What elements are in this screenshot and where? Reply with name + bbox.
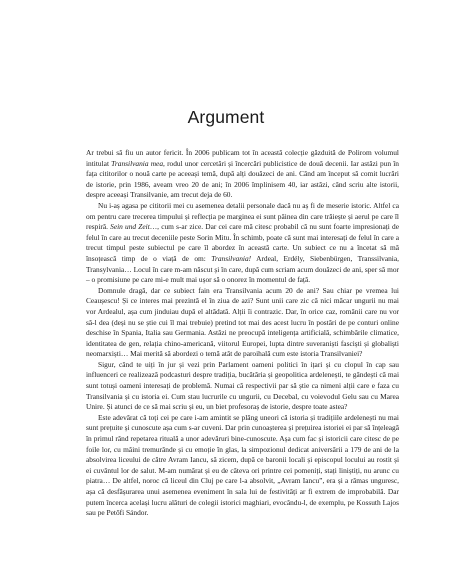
italic-text: Transilvania! [211, 253, 252, 263]
paragraph [86, 360, 399, 413]
text-run: Ar trebui să fiu un autor fericit. În 2006 publicam tot în această colecție găzduită de Polirom volumul intitulat [86, 148, 399, 168]
paragraph [86, 413, 399, 519]
text-run: Nu i-aș agasa pe cititorii mei cu asemenea detalii personale dacă nu aș fi de meserie istoric. Altfel ca om pentru care trecerea timpului și reflecția pe marginea ei sunt pâinea din care trăiește și aerul pe care îl respiră. [86, 200, 399, 232]
text-run: Este adevărat că toți cei pe care i-am amintit se plâng uneori că istoria și tradițiile ardelenești nu mai sunt prețuite și cunoscute așa cum s-ar cuveni. Dar prin cunoașterea și prețuirea istoriei ei par să înțeleagă în primul rând repetarea rituală a unor adevăruri bine-cunoscute. Așa cum fac și istoricii care citesc de pe foile lor, cu mâini tremurânde și cu emoție în glas, la simpozionul dedicat aniversării a 179 de ani de la absolvirea liceului de către Avram Iancu, să zicem, după ce baronii locali și episcopul locului au rostit și ei cuvântul lor de salut. M-am numărat și eu de câteva ori printre cei pomeniți, stați liniștiți, nu arunc cu piatra… De altfel, noroc că liceul din Cluj pe care l-a absolvit, „Avram Iancu”, era și a rămas unguresc, așa că desfășurarea unui asemenea eveniment în sala lui de festivități ar fi extrem de improbabilă. Dar putem încerca același lucru alături de colegii istorici maghiari, evocându-l, de exemplu, pe Kossuth Lajos sau pe Petőfi Sándor. [86, 412, 399, 518]
paragraph [86, 148, 399, 201]
chapter-title: Argument [187, 107, 265, 127]
text-run: Ardeal, Erdély, Siebenbürgen, Transsilvania, Transylvania… Locul în care m-am născut și în care, după cum scriam acum douăzeci de ani, sper să mor – o promisiune pe care mi-e mult mai ușor să o onorez în momentul de față. [86, 253, 399, 285]
text-run: , rodul unor cercetări și încercări publicistice de două decenii. Iar astăzi pun în fața cititorilor o nouă carte pe aceeași temă, după alți douăzeci de ani. Când am început să comit lucrări de istorie, prin 1986, aveam vreo 20 de ani; în 2006 împlinisem 40, iar astăzi, când scriu alte istorii, despre aceeași Transilvanie, am trecut deja de 60. [86, 158, 399, 200]
text-run: Domnule dragă, dar ce subiect fain era Transilvania acum 20 de ani? Sau chiar pe vremea lui Ceaușescu! Și ce interes mai prezintă el în ziua de azi? Sunt unii care zic că nici măcar ungurii nu mai vor Ardealul, așa cum jinduiau după el altădată. Alții îi contrazic. Dar, în orice caz, românii care nu vor să-l dea (deși nu se știe cui îl mai trebuie) pretind tot mai des acest lucru în postări de pe conturi online deschise în Spania, Italia sau Germania. Astăzi ne preocupă inteligența artificială, schimbările climatice, identitatea de gen, relația chino-americană, viitorul Europei, lupta dintre suveraniști fasciști și globaliști neomarxiști… Mai merită să abordezi o temă atât de paroihală cum este istoria Transilvaniei? [86, 285, 399, 359]
text-run: …, cum s-ar zice. Dar cei care mă citesc probabil că nu sunt foarte impresionați de felul în care au trecut deceniile peste Sorin Mitu. În schimb, poate că sunt mai interesați de felul în care a trecut timpul peste subiectul pe care îl abordez în această carte. Un subiect ce nu a încetat să mă însoțească timp de o viață de om: [86, 222, 399, 263]
text-run: Sigur, când te uiți în jur și vezi prin Parlament oameni politici în ițari și cu clopul în cap sau influenceri ce realizează podcasturi despre tradiția, bucătăria și geopolitica ardelenești, te gândești că mai sunt totuși oameni interesați de problemă. Numai că respectivii par să știe ca nimeni alții care e faza cu Transilvania și cu istoria ei. Cum stau lucrurile cu ungurii, cu Decebal, cu voievodul Gelu sau cu Marea Unire. Și atunci de ce să mai scriu și eu, un biet profesoraș de istorie, despre toate astea? [86, 359, 399, 412]
italic-text: Transilvania mea [111, 158, 164, 168]
paragraph [86, 201, 399, 286]
chapter-body [86, 148, 399, 519]
paragraph [86, 286, 399, 360]
italic-text: Sein und Zeit [110, 222, 150, 232]
